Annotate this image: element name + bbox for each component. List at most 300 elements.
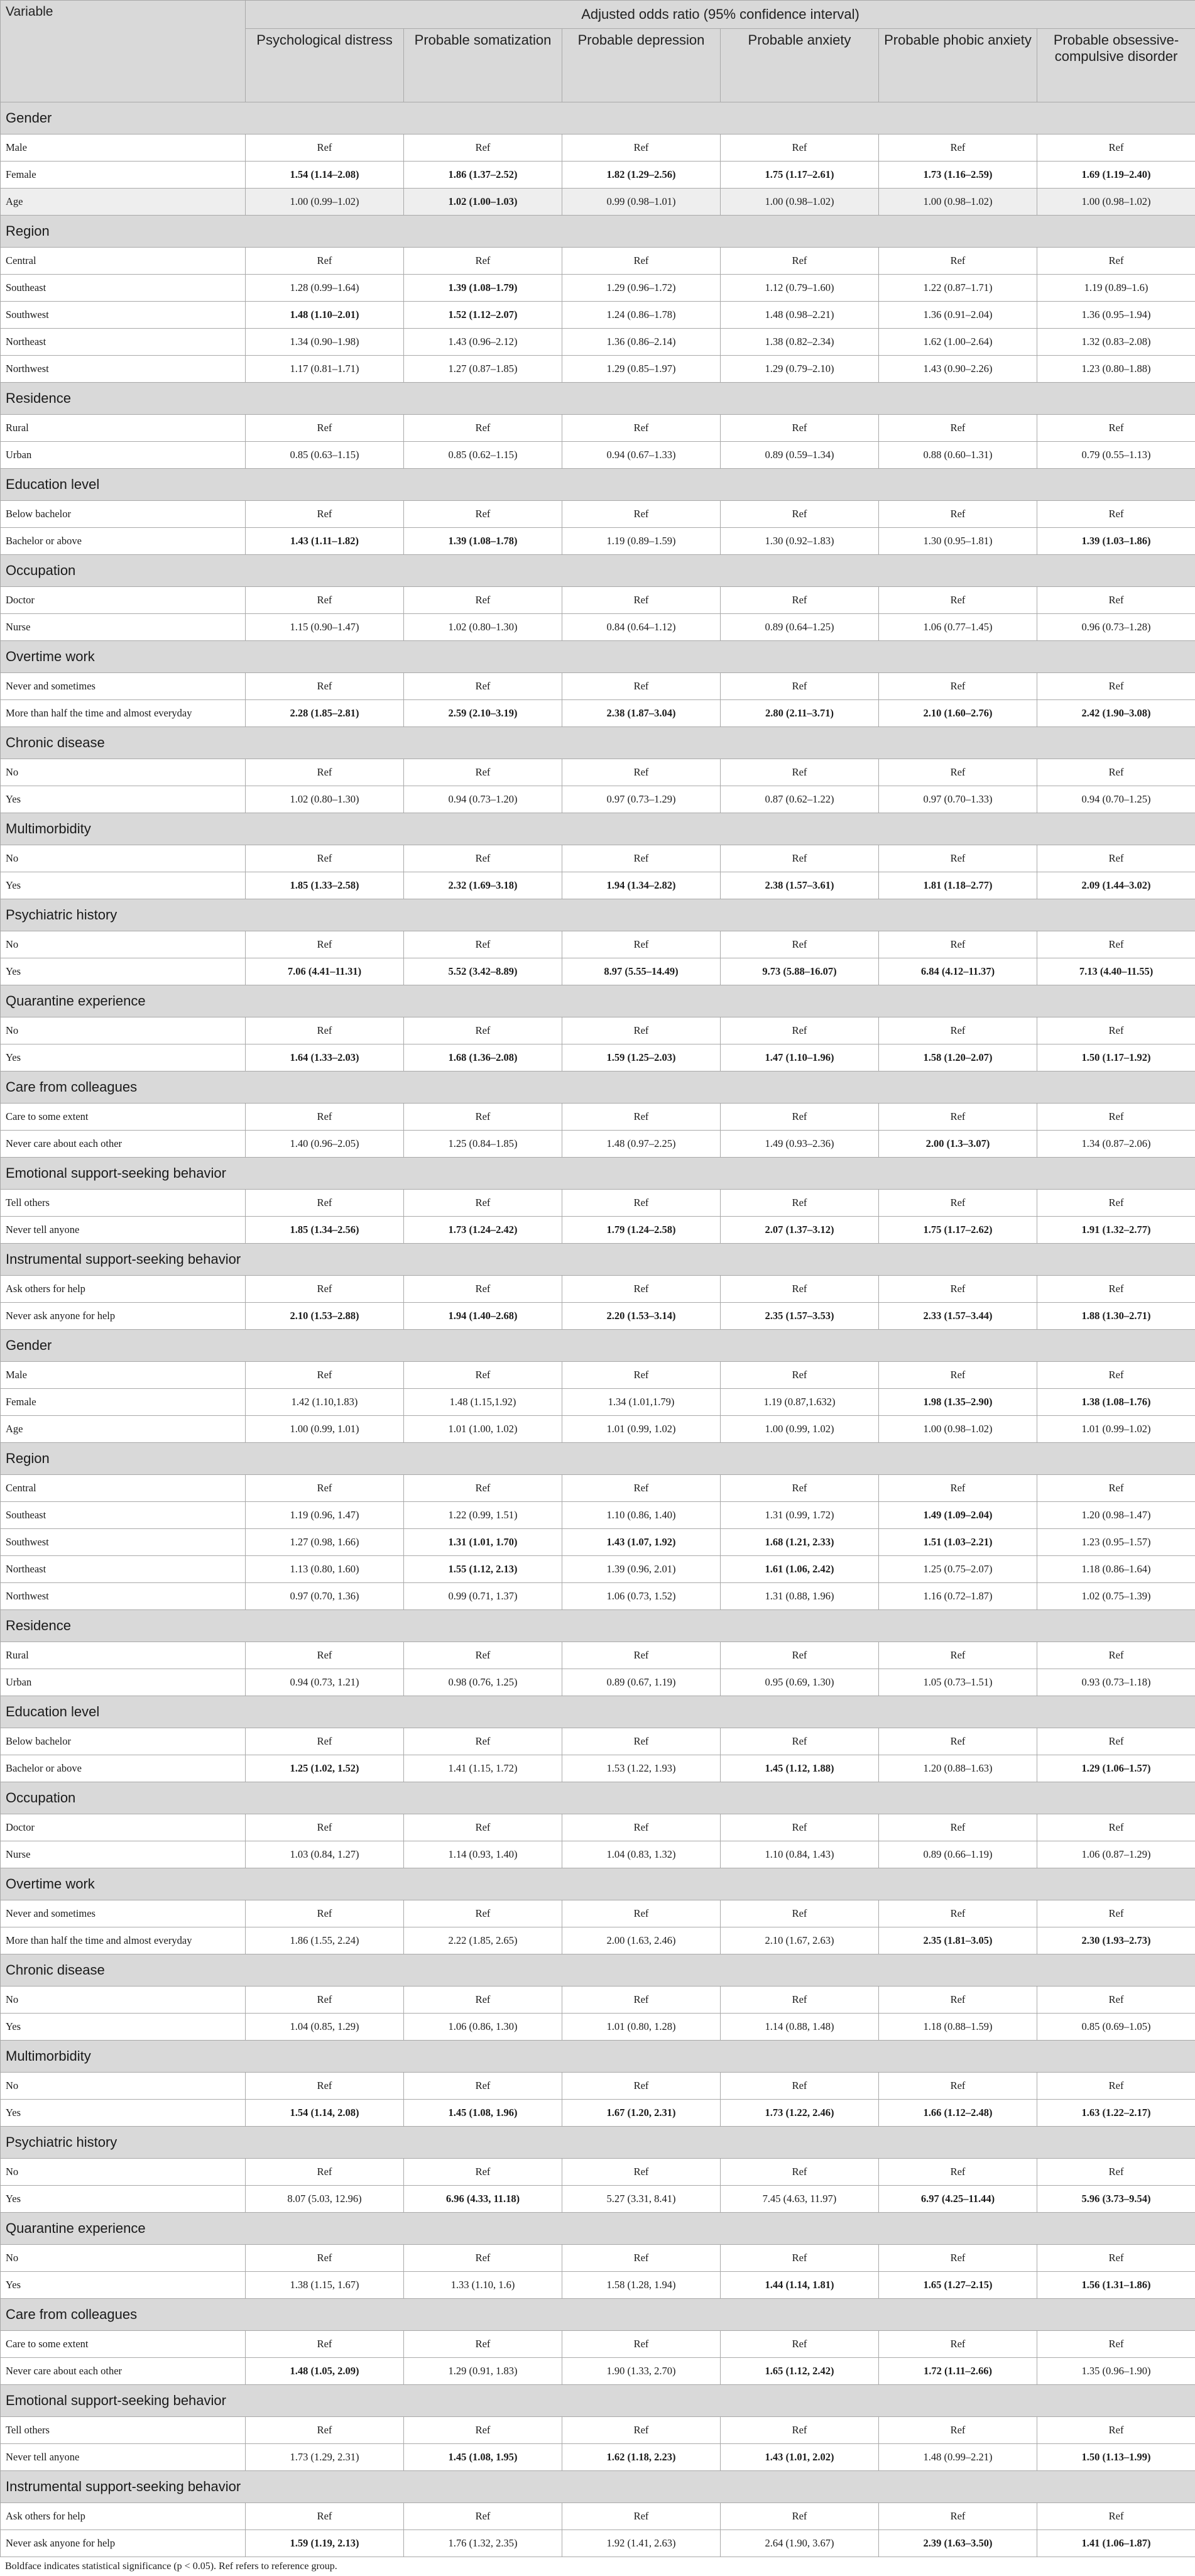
odds-ratio-cell: 1.58 (1.20–2.07): [879, 1044, 1037, 1072]
odds-ratio-cell: 2.32 (1.69–3.18): [404, 872, 562, 899]
row-label: Yes: [1, 786, 246, 813]
odds-ratio-cell: 1.55 (1.12, 2.13): [404, 1556, 562, 1583]
table-row: [1, 2186, 1195, 2213]
odds-ratio-cell: 1.38 (1.15, 1.67): [246, 2272, 404, 2299]
section-row: [1, 641, 1195, 673]
row-label: Tell others: [1, 2417, 246, 2444]
odds-ratio-cell: 1.48 (1.10–2.01): [246, 302, 404, 329]
odds-ratio-cell: 0.97 (0.70, 1.36): [246, 1583, 404, 1610]
section-row: [1, 555, 1195, 587]
odds-ratio-cell: 1.06 (0.86, 1.30): [404, 2014, 562, 2041]
odds-ratio-cell: Ref: [879, 1900, 1037, 1927]
table-body: [1, 102, 1195, 2557]
odds-ratio-cell: Ref: [246, 759, 404, 786]
odds-ratio-cell: Ref: [562, 2331, 721, 2358]
section-label: Care from colleagues: [1, 2299, 1195, 2331]
odds-ratio-cell: Ref: [246, 1900, 404, 1927]
table-row: [1, 1502, 1195, 1529]
odds-ratio-cell: 1.45 (1.08, 1.95): [404, 2444, 562, 2471]
odds-ratio-cell: 1.68 (1.36–2.08): [404, 1044, 562, 1072]
odds-ratio-cell: 0.96 (0.73–1.28): [1037, 614, 1195, 641]
odds-ratio-cell: Ref: [246, 1814, 404, 1841]
odds-ratio-cell: 1.50 (1.17–1.92): [1037, 1044, 1195, 1072]
row-label: Northeast: [1, 329, 246, 356]
section-label: Education level: [1, 469, 1195, 501]
section-label: Quarantine experience: [1, 985, 1195, 1017]
table-row: [1, 1389, 1195, 1416]
table-row: [1, 442, 1195, 469]
odds-ratio-cell: 1.51 (1.03–2.21): [879, 1529, 1037, 1556]
odds-ratio-cell: 2.20 (1.53–3.14): [562, 1303, 721, 1330]
odds-ratio-cell: 1.36 (0.95–1.94): [1037, 302, 1195, 329]
table-row: [1, 162, 1195, 189]
odds-ratio-cell: Ref: [562, 1900, 721, 1927]
odds-ratio-cell: 1.65 (1.12, 2.42): [721, 2358, 879, 2385]
odds-ratio-cell: Ref: [246, 845, 404, 872]
odds-ratio-cell: Ref: [1037, 1900, 1195, 1927]
odds-ratio-cell: 1.39 (1.03–1.86): [1037, 528, 1195, 555]
odds-ratio-cell: 1.29 (0.96–1.72): [562, 275, 721, 302]
odds-ratio-cell: 1.44 (1.14, 1.81): [721, 2272, 879, 2299]
odds-ratio-cell: Ref: [1037, 415, 1195, 442]
odds-ratio-cell: 1.82 (1.29–2.56): [562, 162, 721, 189]
row-label: Bachelor or above: [1, 1755, 246, 1782]
odds-ratio-cell: 2.28 (1.85–2.81): [246, 700, 404, 727]
section-row: [1, 985, 1195, 1017]
odds-ratio-cell: 1.24 (0.86–1.78): [562, 302, 721, 329]
odds-ratio-cell: Ref: [562, 845, 721, 872]
odds-ratio-cell: Ref: [879, 2331, 1037, 2358]
odds-ratio-cell: 1.29 (0.85–1.97): [562, 356, 721, 383]
odds-ratio-cell: 0.93 (0.73–1.18): [1037, 1669, 1195, 1696]
odds-ratio-cell: 1.06 (0.77–1.45): [879, 614, 1037, 641]
odds-ratio-cell: Ref: [404, 2073, 562, 2100]
odds-ratio-cell: Ref: [879, 248, 1037, 275]
section-label: Instrumental support-seeking behavior: [1, 1244, 1195, 1276]
odds-ratio-cell: 1.59 (1.19, 2.13): [246, 2530, 404, 2557]
odds-ratio-cell: Ref: [404, 134, 562, 162]
table-row: [1, 614, 1195, 641]
table-row: [1, 2272, 1195, 2299]
column-header-probable-depression: Probable depression: [562, 29, 721, 102]
table-row: [1, 872, 1195, 899]
section-row: [1, 1782, 1195, 1814]
odds-ratio-cell: 2.80 (2.11–3.71): [721, 700, 879, 727]
odds-ratio-cell: Ref: [721, 1642, 879, 1669]
odds-ratio-cell: 2.64 (1.90, 3.67): [721, 2530, 879, 2557]
odds-ratio-cell: 1.63 (1.22–2.17): [1037, 2100, 1195, 2127]
section-label: Emotional support-seeking behavior: [1, 2385, 1195, 2417]
odds-ratio-cell: Ref: [404, 1104, 562, 1131]
row-label: Tell others: [1, 1190, 246, 1217]
odds-ratio-cell: 1.59 (1.25–2.03): [562, 1044, 721, 1072]
odds-ratio-cell: 1.15 (0.90–1.47): [246, 614, 404, 641]
odds-ratio-cell: Ref: [879, 2417, 1037, 2444]
odds-ratio-cell: Ref: [879, 1190, 1037, 1217]
odds-ratio-cell: Ref: [1037, 1728, 1195, 1755]
odds-ratio-cell: 1.38 (1.08–1.76): [1037, 1389, 1195, 1416]
odds-ratio-cell: Ref: [562, 134, 721, 162]
odds-ratio-cell: 1.86 (1.55, 2.24): [246, 1927, 404, 1954]
table-row: [1, 1841, 1195, 1868]
odds-ratio-cell: 0.97 (0.73–1.29): [562, 786, 721, 813]
odds-ratio-cell: 1.65 (1.27–2.15): [879, 2272, 1037, 2299]
odds-ratio-cell: 1.00 (0.99–1.02): [246, 189, 404, 216]
section-label: Chronic disease: [1, 1954, 1195, 1987]
odds-ratio-cell: Ref: [404, 673, 562, 700]
odds-ratio-cell: 1.00 (0.98–1.02): [721, 189, 879, 216]
odds-ratio-cell: Ref: [721, 1104, 879, 1131]
odds-ratio-cell: 1.85 (1.34–2.56): [246, 1217, 404, 1244]
odds-ratio-cell: Ref: [879, 1276, 1037, 1303]
odds-ratio-cell: 1.27 (0.87–1.85): [404, 356, 562, 383]
row-label: No: [1, 931, 246, 958]
table-row: [1, 2159, 1195, 2186]
odds-ratio-cell: Ref: [562, 2417, 721, 2444]
section-label: Psychiatric history: [1, 899, 1195, 931]
odds-ratio-cell: Ref: [879, 1728, 1037, 1755]
table-row: [1, 189, 1195, 216]
odds-ratio-cell: 0.89 (0.64–1.25): [721, 614, 879, 641]
odds-ratio-cell: 1.00 (0.98–1.02): [879, 1416, 1037, 1443]
odds-ratio-cell: Ref: [562, 759, 721, 786]
row-label: Southeast: [1, 275, 246, 302]
odds-ratio-cell: Ref: [562, 931, 721, 958]
row-label: Male: [1, 1362, 246, 1389]
odds-ratio-cell: 1.17 (0.81–1.71): [246, 356, 404, 383]
odds-ratio-cell: 1.35 (0.96–1.90): [1037, 2358, 1195, 2385]
odds-ratio-cell: Ref: [246, 248, 404, 275]
odds-ratio-cell: 1.33 (1.10, 1.6): [404, 2272, 562, 2299]
odds-ratio-cell: Ref: [879, 1362, 1037, 1389]
row-label: Care to some extent: [1, 2331, 246, 2358]
row-label: Yes: [1, 1044, 246, 1072]
odds-ratio-cell: Ref: [1037, 1017, 1195, 1044]
row-label: Never care about each other: [1, 2358, 246, 2385]
section-label: Psychiatric history: [1, 2127, 1195, 2159]
odds-ratio-cell: 1.43 (1.11–1.82): [246, 528, 404, 555]
odds-ratio-cell: 1.67 (1.20, 2.31): [562, 2100, 721, 2127]
table-row: [1, 1190, 1195, 1217]
table-row: [1, 1814, 1195, 1841]
odds-ratio-cell: Ref: [246, 587, 404, 614]
table-row: [1, 1583, 1195, 1610]
odds-ratio-cell: Ref: [879, 1987, 1037, 2014]
odds-ratio-cell: Ref: [246, 1276, 404, 1303]
row-label: Urban: [1, 442, 246, 469]
table-row: [1, 134, 1195, 162]
section-row: [1, 1072, 1195, 1104]
row-label: Rural: [1, 1642, 246, 1669]
odds-ratio-cell: 1.72 (1.11–2.66): [879, 2358, 1037, 2385]
odds-ratio-cell: 0.88 (0.60–1.31): [879, 442, 1037, 469]
section-label: Multimorbidity: [1, 813, 1195, 845]
section-label: Overtime work: [1, 1868, 1195, 1900]
odds-ratio-cell: Ref: [721, 1900, 879, 1927]
odds-ratio-cell: 1.01 (1.00, 1.02): [404, 1416, 562, 1443]
odds-ratio-cell: 1.76 (1.32, 2.35): [404, 2530, 562, 2557]
odds-ratio-cell: 2.30 (1.93–2.73): [1037, 1927, 1195, 1954]
row-label: Never and sometimes: [1, 673, 246, 700]
adjusted-odds-ratio-header: Adjusted odds ratio (95% confidence interval): [246, 1, 1195, 29]
odds-ratio-cell: 2.38 (1.87–3.04): [562, 700, 721, 727]
odds-ratio-cell: Ref: [1037, 1104, 1195, 1131]
odds-ratio-cell: 6.97 (4.25–11.44): [879, 2186, 1037, 2213]
odds-ratio-cell: 1.16 (0.72–1.87): [879, 1583, 1037, 1610]
odds-ratio-cell: Ref: [404, 587, 562, 614]
odds-ratio-cell: 1.79 (1.24–2.58): [562, 1217, 721, 1244]
odds-ratio-cell: Ref: [404, 1362, 562, 1389]
odds-ratio-cell: Ref: [404, 759, 562, 786]
odds-ratio-cell: Ref: [562, 673, 721, 700]
odds-ratio-cell: Ref: [404, 2245, 562, 2272]
odds-ratio-cell: 0.85 (0.62–1.15): [404, 442, 562, 469]
section-row: [1, 102, 1195, 134]
section-row: [1, 1330, 1195, 1362]
odds-ratio-cell: Ref: [879, 2245, 1037, 2272]
table-row: [1, 1131, 1195, 1158]
odds-ratio-cell: 1.05 (0.73–1.51): [879, 1669, 1037, 1696]
row-label: Yes: [1, 2272, 246, 2299]
section-label: Education level: [1, 1696, 1195, 1728]
odds-ratio-cell: 1.91 (1.32–2.77): [1037, 1217, 1195, 1244]
odds-ratio-cell: 1.18 (0.88–1.59): [879, 2014, 1037, 2041]
odds-ratio-cell: 0.94 (0.67–1.33): [562, 442, 721, 469]
odds-ratio-cell: Ref: [879, 2159, 1037, 2186]
section-label: Overtime work: [1, 641, 1195, 673]
odds-ratio-cell: 1.43 (1.07, 1.92): [562, 1529, 721, 1556]
odds-ratio-cell: 2.00 (1.3–3.07): [879, 1131, 1037, 1158]
odds-ratio-cell: 1.75 (1.17–2.62): [879, 1217, 1037, 1244]
odds-ratio-cell: 1.52 (1.12–2.07): [404, 302, 562, 329]
row-label: Care to some extent: [1, 1104, 246, 1131]
odds-ratio-cell: 1.42 (1.10,1.83): [246, 1389, 404, 1416]
odds-ratio-cell: Ref: [562, 1642, 721, 1669]
odds-ratio-cell: Ref: [721, 1987, 879, 2014]
section-label: Region: [1, 216, 1195, 248]
odds-ratio-cell: Ref: [721, 1814, 879, 1841]
odds-ratio-cell: 1.64 (1.33–2.03): [246, 1044, 404, 1072]
table-row: [1, 1303, 1195, 1330]
odds-ratio-cell: 1.61 (1.06, 2.42): [721, 1556, 879, 1583]
odds-ratio-cell: 0.87 (0.62–1.22): [721, 786, 879, 813]
odds-ratio-cell: 1.19 (0.87,1.632): [721, 1389, 879, 1416]
odds-ratio-cell: 7.45 (4.63, 11.97): [721, 2186, 879, 2213]
odds-ratio-cell: 2.38 (1.57–3.61): [721, 872, 879, 899]
table-row: [1, 501, 1195, 528]
odds-ratio-cell: Ref: [879, 587, 1037, 614]
odds-ratio-cell: 1.40 (0.96–2.05): [246, 1131, 404, 1158]
odds-ratio-cell: 0.94 (0.73, 1.21): [246, 1669, 404, 1696]
odds-ratio-cell: 1.02 (0.75–1.39): [1037, 1583, 1195, 1610]
odds-ratio-cell: Ref: [721, 2417, 879, 2444]
odds-ratio-cell: 1.73 (1.22, 2.46): [721, 2100, 879, 2127]
table-row: [1, 786, 1195, 813]
odds-ratio-cell: 5.27 (3.31, 8.41): [562, 2186, 721, 2213]
odds-ratio-cell: 0.85 (0.63–1.15): [246, 442, 404, 469]
row-label: Never and sometimes: [1, 1900, 246, 1927]
row-label: Southwest: [1, 302, 246, 329]
odds-ratio-cell: 2.09 (1.44–3.02): [1037, 872, 1195, 899]
odds-ratio-cell: 1.41 (1.06–1.87): [1037, 2530, 1195, 2557]
odds-ratio-cell: Ref: [1037, 2073, 1195, 2100]
odds-ratio-cell: Ref: [246, 2503, 404, 2530]
odds-ratio-cell: Ref: [1037, 1190, 1195, 1217]
odds-ratio-cell: 1.12 (0.79–1.60): [721, 275, 879, 302]
table-row: [1, 302, 1195, 329]
section-row: [1, 1868, 1195, 1900]
row-label: Northwest: [1, 1583, 246, 1610]
odds-ratio-cell: 1.90 (1.33, 2.70): [562, 2358, 721, 2385]
row-label: Northwest: [1, 356, 246, 383]
section-row: [1, 2299, 1195, 2331]
table-row: [1, 1728, 1195, 1755]
row-label: Nurse: [1, 614, 246, 641]
odds-ratio-cell: 1.27 (0.98, 1.66): [246, 1529, 404, 1556]
odds-ratio-cell: 1.48 (1.15,1.92): [404, 1389, 562, 1416]
odds-ratio-cell: 1.34 (0.87–2.06): [1037, 1131, 1195, 1158]
odds-ratio-cell: Ref: [1037, 673, 1195, 700]
odds-ratio-cell: 1.43 (0.96–2.12): [404, 329, 562, 356]
odds-ratio-cell: 0.89 (0.66–1.19): [879, 1841, 1037, 1868]
table-row: [1, 1642, 1195, 1669]
row-label: Central: [1, 248, 246, 275]
column-header-probable-somatization: Probable somatization: [404, 29, 562, 102]
odds-ratio-cell: 1.13 (0.80, 1.60): [246, 1556, 404, 1583]
odds-ratio-cell: Ref: [879, 501, 1037, 528]
odds-ratio-cell: Ref: [1037, 1642, 1195, 1669]
odds-ratio-cell: 0.98 (0.76, 1.25): [404, 1669, 562, 1696]
section-label: Care from colleagues: [1, 1072, 1195, 1104]
section-label: Gender: [1, 1330, 1195, 1362]
odds-ratio-cell: 1.19 (0.89–1.59): [562, 528, 721, 555]
row-label: Never care about each other: [1, 1131, 246, 1158]
odds-ratio-cell: Ref: [721, 2331, 879, 2358]
column-header-probable-anxiety: Probable anxiety: [721, 29, 879, 102]
odds-ratio-cell: 1.36 (0.86–2.14): [562, 329, 721, 356]
odds-ratio-cell: 1.62 (1.00–2.64): [879, 329, 1037, 356]
odds-ratio-cell: Ref: [721, 845, 879, 872]
odds-ratio-cell: 1.00 (0.98–1.02): [879, 189, 1037, 216]
row-label: Never ask anyone for help: [1, 2530, 246, 2557]
table-row: [1, 958, 1195, 985]
odds-ratio-cell: 1.31 (1.01, 1.70): [404, 1529, 562, 1556]
column-header-probable-ocd: Probable obsessive-compulsive disorder: [1037, 29, 1195, 102]
odds-ratio-cell: 2.33 (1.57–3.44): [879, 1303, 1037, 1330]
odds-ratio-cell: 0.95 (0.69, 1.30): [721, 1669, 879, 1696]
odds-ratio-cell: 1.29 (0.79–2.10): [721, 356, 879, 383]
odds-ratio-cell: Ref: [404, 2331, 562, 2358]
odds-ratio-cell: 1.20 (0.98–1.47): [1037, 1502, 1195, 1529]
odds-ratio-cell: Ref: [246, 1362, 404, 1389]
odds-ratio-cell: 1.02 (0.80–1.30): [246, 786, 404, 813]
odds-ratio-cell: 1.25 (0.84–1.85): [404, 1131, 562, 1158]
odds-ratio-cell: Ref: [246, 2331, 404, 2358]
odds-ratio-cell: Ref: [404, 2159, 562, 2186]
odds-ratio-cell: 1.06 (0.73, 1.52): [562, 1583, 721, 1610]
odds-ratio-cell: 1.43 (0.90–2.26): [879, 356, 1037, 383]
table-row: [1, 528, 1195, 555]
odds-ratio-cell: 1.48 (0.99–2.21): [879, 2444, 1037, 2471]
table-row: [1, 2331, 1195, 2358]
row-label: No: [1, 759, 246, 786]
section-row: [1, 2213, 1195, 2245]
odds-ratio-cell: 2.42 (1.90–3.08): [1037, 700, 1195, 727]
section-label: Chronic disease: [1, 727, 1195, 759]
odds-ratio-cell: 1.69 (1.19–2.40): [1037, 162, 1195, 189]
odds-ratio-cell: 1.31 (0.99, 1.72): [721, 1502, 879, 1529]
section-row: [1, 1696, 1195, 1728]
odds-ratio-cell: Ref: [246, 1104, 404, 1131]
table-row: [1, 1362, 1195, 1389]
odds-ratio-cell: Ref: [879, 1814, 1037, 1841]
table-row: [1, 329, 1195, 356]
row-label: Northeast: [1, 1556, 246, 1583]
odds-ratio-cell: Ref: [1037, 134, 1195, 162]
odds-ratio-cell: Ref: [246, 2073, 404, 2100]
odds-ratio-cell: Ref: [721, 1190, 879, 1217]
table-row: [1, 845, 1195, 872]
odds-ratio-cell: Ref: [1037, 501, 1195, 528]
odds-ratio-cell: 8.07 (5.03, 12.96): [246, 2186, 404, 2213]
odds-ratio-cell: 1.38 (0.82–2.34): [721, 329, 879, 356]
odds-ratio-cell: 2.59 (2.10–3.19): [404, 700, 562, 727]
odds-ratio-cell: 1.19 (0.89–1.6): [1037, 275, 1195, 302]
odds-ratio-cell: 2.07 (1.37–3.12): [721, 1217, 879, 1244]
odds-ratio-cell: 1.73 (1.16–2.59): [879, 162, 1037, 189]
odds-ratio-cell: 1.18 (0.86–1.64): [1037, 1556, 1195, 1583]
odds-ratio-cell: Ref: [562, 1814, 721, 1841]
odds-ratio-cell: Ref: [246, 1642, 404, 1669]
row-label: No: [1, 845, 246, 872]
odds-ratio-cell: 1.66 (1.12–2.48): [879, 2100, 1037, 2127]
odds-ratio-cell: Ref: [404, 1987, 562, 2014]
odds-ratio-cell: Ref: [246, 931, 404, 958]
table-row: [1, 931, 1195, 958]
table-row: [1, 1104, 1195, 1131]
odds-ratio-cell: 1.03 (0.84, 1.27): [246, 1841, 404, 1868]
section-label: Residence: [1, 1610, 1195, 1642]
table-row: [1, 1416, 1195, 1443]
odds-ratio-cell: 1.25 (0.75–2.07): [879, 1556, 1037, 1583]
column-header-psychological-distress: Psychological distress: [246, 29, 404, 102]
table-row: [1, 759, 1195, 786]
odds-ratio-cell: 1.22 (0.87–1.71): [879, 275, 1037, 302]
row-label: Southeast: [1, 1502, 246, 1529]
odds-ratio-cell: Ref: [246, 1475, 404, 1502]
section-row: [1, 1443, 1195, 1475]
odds-ratio-cell: 0.97 (0.70–1.33): [879, 786, 1037, 813]
odds-ratio-cell: 5.52 (3.42–8.89): [404, 958, 562, 985]
odds-ratio-cell: 1.14 (0.88, 1.48): [721, 2014, 879, 2041]
odds-ratio-cell: Ref: [1037, 1987, 1195, 2014]
row-label: Yes: [1, 2014, 246, 2041]
table-row: [1, 1987, 1195, 2014]
odds-ratio-cell: Ref: [721, 931, 879, 958]
odds-ratio-cell: 1.01 (0.99, 1.02): [562, 1416, 721, 1443]
section-label: Quarantine experience: [1, 2213, 1195, 2245]
odds-ratio-cell: Ref: [404, 1900, 562, 1927]
odds-ratio-cell: Ref: [246, 1987, 404, 2014]
odds-ratio-cell: 1.85 (1.33–2.58): [246, 872, 404, 899]
odds-ratio-cell: Ref: [1037, 845, 1195, 872]
odds-ratio-cell: Ref: [1037, 2245, 1195, 2272]
odds-ratio-cell: Ref: [562, 1276, 721, 1303]
odds-ratio-cell: 1.14 (0.93, 1.40): [404, 1841, 562, 1868]
section-row: [1, 813, 1195, 845]
odds-ratio-cell: 1.58 (1.28, 1.94): [562, 2272, 721, 2299]
row-label: Never tell anyone: [1, 1217, 246, 1244]
